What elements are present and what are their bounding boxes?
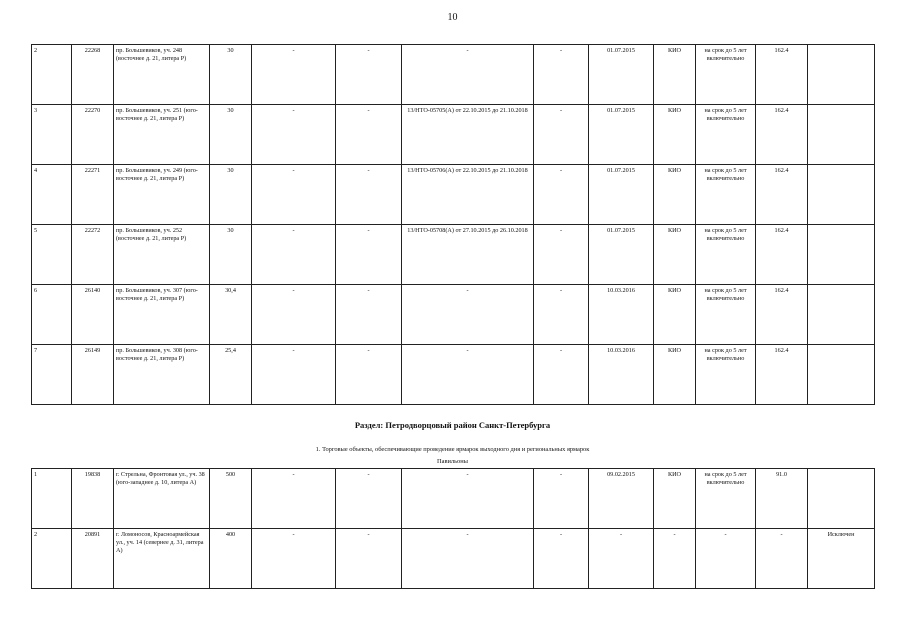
cell-note xyxy=(808,225,875,285)
cell-org: КИО xyxy=(654,105,696,165)
cell-org: КИО xyxy=(654,45,696,105)
cell-term: на срок до 5 лет включительно xyxy=(696,225,756,285)
table-top xyxy=(31,44,875,405)
cell-c6: - xyxy=(336,45,402,105)
cell-id: 22268 xyxy=(72,45,114,105)
cell-c8: - xyxy=(534,345,589,405)
cell-c8: - xyxy=(534,105,589,165)
cell-n: 6 xyxy=(32,285,72,345)
cell-n: 2 xyxy=(32,45,72,105)
cell-note xyxy=(808,469,875,529)
cell-area: 30 xyxy=(210,105,252,165)
cell-term: на срок до 5 лет включительно xyxy=(696,165,756,225)
cell-address: пр. Большевиков, уч. 249 (юго-восточнее д. 21, литера Р) xyxy=(114,165,210,225)
cell-address: пр. Большевиков, уч. 308 (юго-восточнее д. 21, литера Р) xyxy=(114,345,210,405)
cell-address: пр. Большевиков, уч. 248 (восточнее д. 21, литера Р) xyxy=(114,45,210,105)
cell-id: 22271 xyxy=(72,165,114,225)
cell-id: 26149 xyxy=(72,345,114,405)
cell-c8: - xyxy=(534,285,589,345)
cell-num: 91.0 xyxy=(756,469,808,529)
cell-note xyxy=(808,285,875,345)
cell-note xyxy=(808,165,875,225)
cell-c5: - xyxy=(252,345,336,405)
cell-id: 20891 xyxy=(72,529,114,589)
cell-c6: - xyxy=(336,225,402,285)
section-subtitle: 1. Торговые объекты, обеспечивающие проведение ярмарок выходного дня и региональных ярмарок xyxy=(315,446,590,453)
cell-note xyxy=(808,105,875,165)
cell-term: - xyxy=(696,529,756,589)
section-title: Раздел: Петродворцовый район Санкт-Петербурга xyxy=(354,420,551,430)
table-row xyxy=(32,345,875,405)
cell-area: 30 xyxy=(210,225,252,285)
cell-c5: - xyxy=(252,105,336,165)
cell-c5: - xyxy=(252,165,336,225)
cell-c7: 13/НТО-05706(А) от 22.10.2015 до 21.10.2018 xyxy=(402,165,534,225)
cell-id: 22270 xyxy=(72,105,114,165)
table-row xyxy=(32,165,875,225)
cell-c8: - xyxy=(534,469,589,529)
cell-c6: - xyxy=(336,345,402,405)
cell-c5: - xyxy=(252,285,336,345)
cell-c8: - xyxy=(534,225,589,285)
cell-area: 30,4 xyxy=(210,285,252,345)
section-subsubtitle: Павильоны xyxy=(437,458,468,465)
table-row xyxy=(32,529,875,589)
cell-area: 500 xyxy=(210,469,252,529)
cell-address: г. Стрельна, Фронтовая ул., уч. 38 (юго-западнее д. 10, литера А) xyxy=(114,469,210,529)
cell-area: 30 xyxy=(210,45,252,105)
cell-address: пр. Большевиков, уч. 251 (юго-восточнее д. 21, литера Р) xyxy=(114,105,210,165)
cell-date: 01.07.2015 xyxy=(589,225,654,285)
cell-area: 400 xyxy=(210,529,252,589)
cell-area: 25,4 xyxy=(210,345,252,405)
cell-num: - xyxy=(756,529,808,589)
cell-c7: - xyxy=(402,45,534,105)
cell-num: 162.4 xyxy=(756,45,808,105)
cell-org: - xyxy=(654,529,696,589)
cell-c7: - xyxy=(402,529,534,589)
cell-n: 5 xyxy=(32,225,72,285)
cell-org: КИО xyxy=(654,469,696,529)
cell-c8: - xyxy=(534,45,589,105)
cell-address: г. Ломоносов, Красноармейская ул., уч. 14 (севернее д. 31, литера А) xyxy=(114,529,210,589)
cell-c5: - xyxy=(252,469,336,529)
table-bottom xyxy=(31,468,875,589)
cell-date: 01.07.2015 xyxy=(589,165,654,225)
cell-id: 19838 xyxy=(72,469,114,529)
cell-n: 1 xyxy=(32,469,72,529)
cell-date: 10.03.2016 xyxy=(589,285,654,345)
cell-c5: - xyxy=(252,529,336,589)
cell-c6: - xyxy=(336,469,402,529)
cell-note: Исключен xyxy=(808,529,875,589)
cell-c8: - xyxy=(534,529,589,589)
cell-date: 01.07.2015 xyxy=(589,45,654,105)
cell-n: 3 xyxy=(32,105,72,165)
cell-c7: - xyxy=(402,469,534,529)
cell-date: - xyxy=(589,529,654,589)
cell-date: 01.07.2015 xyxy=(589,105,654,165)
table-row xyxy=(32,469,875,529)
cell-num: 162.4 xyxy=(756,225,808,285)
cell-area: 30 xyxy=(210,165,252,225)
cell-term: на срок до 5 лет включительно xyxy=(696,45,756,105)
cell-num: 162.4 xyxy=(756,345,808,405)
cell-num: 162.4 xyxy=(756,105,808,165)
cell-num: 162.4 xyxy=(756,285,808,345)
cell-n: 7 xyxy=(32,345,72,405)
cell-n: 4 xyxy=(32,165,72,225)
cell-c6: - xyxy=(336,285,402,345)
page-number: 10 xyxy=(447,12,458,23)
table-row xyxy=(32,285,875,345)
cell-c7: 13/НТО-05705(А) от 22.10.2015 до 21.10.2018 xyxy=(402,105,534,165)
cell-term: на срок до 5 лет включительно xyxy=(696,105,756,165)
cell-org: КИО xyxy=(654,225,696,285)
cell-c5: - xyxy=(252,45,336,105)
cell-term: на срок до 5 лет включительно xyxy=(696,285,756,345)
cell-date: 09.02.2015 xyxy=(589,469,654,529)
cell-address: пр. Большевиков, уч. 307 (юго-восточнее д. 21, литера Р) xyxy=(114,285,210,345)
cell-org: КИО xyxy=(654,285,696,345)
cell-note xyxy=(808,45,875,105)
cell-c6: - xyxy=(336,165,402,225)
table-row xyxy=(32,45,875,105)
cell-c6: - xyxy=(336,105,402,165)
cell-c6: - xyxy=(336,529,402,589)
cell-org: КИО xyxy=(654,165,696,225)
cell-term: на срок до 5 лет включительно xyxy=(696,345,756,405)
cell-n: 2 xyxy=(32,529,72,589)
cell-org: КИО xyxy=(654,345,696,405)
cell-c5: - xyxy=(252,225,336,285)
table-row xyxy=(32,225,875,285)
cell-id: 22272 xyxy=(72,225,114,285)
cell-id: 26140 xyxy=(72,285,114,345)
table-row xyxy=(32,105,875,165)
cell-date: 10.03.2016 xyxy=(589,345,654,405)
cell-address: пр. Большевиков, уч. 252 (восточнее д. 21, литера Р) xyxy=(114,225,210,285)
cell-c7: 13/НТО-05708(А) от 27.10.2015 до 26.10.2018 xyxy=(402,225,534,285)
cell-c8: - xyxy=(534,165,589,225)
cell-c7: - xyxy=(402,285,534,345)
cell-term: на срок до 5 лет включительно xyxy=(696,469,756,529)
cell-note xyxy=(808,345,875,405)
cell-c7: - xyxy=(402,345,534,405)
cell-num: 162.4 xyxy=(756,165,808,225)
